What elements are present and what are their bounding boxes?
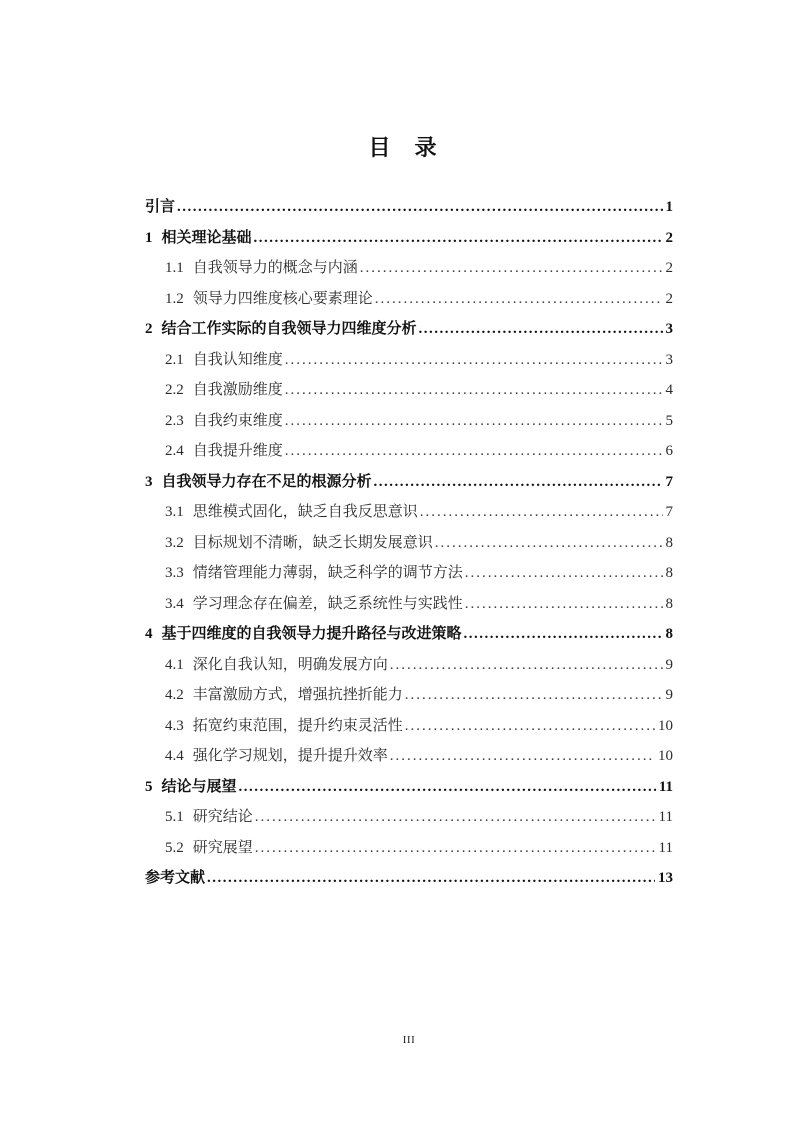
toc-entry-page: 11 [658,839,673,856]
toc-entry-label: 思维模式固化，缺乏自我反思意识 [192,504,418,520]
toc-entry-label: 自我领导力的概念与内涵 [192,260,358,276]
toc-entry-number: 3.2 [165,534,184,551]
toc-entry-page: 4 [665,382,673,398]
toc-entry-page: 3 [665,321,673,337]
dot-leader [375,284,663,315]
toc-entry-page: 7 [665,473,673,490]
dot-leader [207,863,655,894]
dot-leader [255,833,656,864]
toc-entry-page: 2 [665,260,673,276]
toc-entry [145,650,673,681]
toc-entry-number: 1 [145,229,153,246]
toc-entry-page: 10 [658,748,673,764]
dot-leader [465,589,663,620]
dot-leader [255,802,656,833]
toc-entry-number: 4.4 [165,748,184,764]
toc-entry-number: 4.1 [165,656,184,673]
toc-entry-number: 4.3 [165,717,184,734]
dot-leader [405,711,655,742]
dot-leader [420,497,663,528]
toc-title: 目 录 [368,135,438,160]
dot-leader [285,345,663,376]
toc-entry-page: 11 [658,809,673,825]
toc-entry-number: 2.2 [165,382,184,398]
toc-entry-number: 5.1 [165,809,184,825]
toc-entry [145,528,673,559]
dot-leader [360,253,663,284]
toc-entry-label: 拓宽约束范围，提升约束灵活性 [192,717,403,734]
dot-leader [254,223,663,254]
toc-entry-number: 1.1 [165,260,184,276]
toc-entry-label: 研究展望 [192,839,253,856]
toc-entry-number: 5 [145,778,153,795]
toc-entry-label: 基于四维度的自我领导力提升路径与改进策略 [161,626,462,642]
toc-entry [145,741,673,772]
toc-entry-label: 自我提升维度 [192,443,283,459]
toc-entry-label: 结合工作实际的自我领导力四维度分析 [161,321,417,337]
dot-leader [285,375,663,406]
toc-entry-number: 4 [145,626,153,642]
toc-entry-label: 强化学习规划，提升提升效率 [192,748,388,764]
dot-leader [390,741,655,772]
dot-leader [390,650,663,681]
dot-leader [464,619,663,650]
toc-entry-number: 3.3 [165,565,184,581]
toc-entry-label: 丰富激励方式，增强抗挫折能力 [192,687,403,703]
toc-entry [145,833,673,864]
toc-entry-number: 3.1 [165,504,184,520]
toc-entry [145,375,673,406]
toc-entry-label: 引言 [145,199,176,215]
toc-entry-label: 相关理论基础 [161,229,252,246]
toc-entry-page: 8 [665,565,673,581]
toc-entry-page: 8 [665,626,673,642]
toc-entry-page: 9 [665,656,673,673]
toc-entry [145,192,673,223]
toc-entry-number: 5.2 [165,839,184,856]
toc-entry [145,314,673,345]
toc-entry-label: 自我认知维度 [192,351,283,368]
toc-entry-label: 领导力四维度核心要素理论 [192,290,373,307]
toc-entry-page: 13 [658,870,673,886]
toc-entry-number: 1.2 [165,290,184,307]
toc-entry-label: 研究结论 [192,809,253,825]
toc-entry [145,802,673,833]
toc-entry-label: 情绪管理能力薄弱，缺乏科学的调节方法 [192,565,463,581]
toc-entry-page: 9 [665,687,673,703]
toc-entry [145,223,673,254]
toc-entry-number: 2.4 [165,443,184,459]
toc-entry [145,558,673,589]
toc-entry [145,772,673,803]
toc-entry-page: 5 [665,412,673,429]
toc-entry-label: 自我领导力存在不足的根源分析 [161,473,372,490]
toc-entry-label: 自我激励维度 [192,382,283,398]
toc-entry-label: 学习理念存在偏差，缺乏系统性与实践性 [192,595,463,612]
toc-entry [145,284,673,315]
toc-entry [145,497,673,528]
toc-entry-number: 3.4 [165,595,184,612]
toc-entry [145,345,673,376]
dot-leader [465,558,663,589]
footer-page-number: III [402,1034,416,1046]
toc-entry-label: 结论与展望 [161,778,237,795]
toc-entry-page: 3 [665,351,673,368]
toc-entry [145,711,673,742]
dot-leader [285,406,663,437]
toc-entry-page: 11 [658,778,673,795]
toc-entry-number: 2 [145,321,153,337]
toc-entry-label: 自我约束维度 [192,412,283,429]
toc-entry [145,406,673,437]
toc-entry-page: 1 [665,199,673,215]
dot-leader [239,772,656,803]
toc-entry-page: 10 [658,717,673,734]
toc-entry [145,436,673,467]
toc-entry [145,863,673,894]
toc-list [145,192,673,894]
toc-entry [145,253,673,284]
toc-entry-label: 目标规划不清晰，缺乏长期发展意识 [192,534,433,551]
dot-leader [405,680,663,711]
toc-entry [145,467,673,498]
toc-entry-number: 2.3 [165,412,184,429]
dot-leader [285,436,663,467]
toc-entry-number: 4.2 [165,687,184,703]
toc-entry [145,619,673,650]
toc-entry-page: 8 [665,595,673,612]
dot-leader [374,467,663,498]
dot-leader [435,528,663,559]
toc-entry [145,680,673,711]
toc-entry-page: 2 [665,290,673,307]
toc-entry-number: 2.1 [165,351,184,368]
toc-entry-page: 2 [665,229,673,246]
dot-leader [177,192,662,223]
toc-entry-number: 3 [145,473,153,490]
toc-entry-page: 8 [665,534,673,551]
toc-entry-page: 6 [665,443,673,459]
toc-entry [145,589,673,620]
toc-entry-label: 深化自我认知，明确发展方向 [192,656,388,673]
dot-leader [419,314,663,345]
toc-entry-page: 7 [665,504,673,520]
toc-entry-label: 参考文献 [145,870,206,886]
